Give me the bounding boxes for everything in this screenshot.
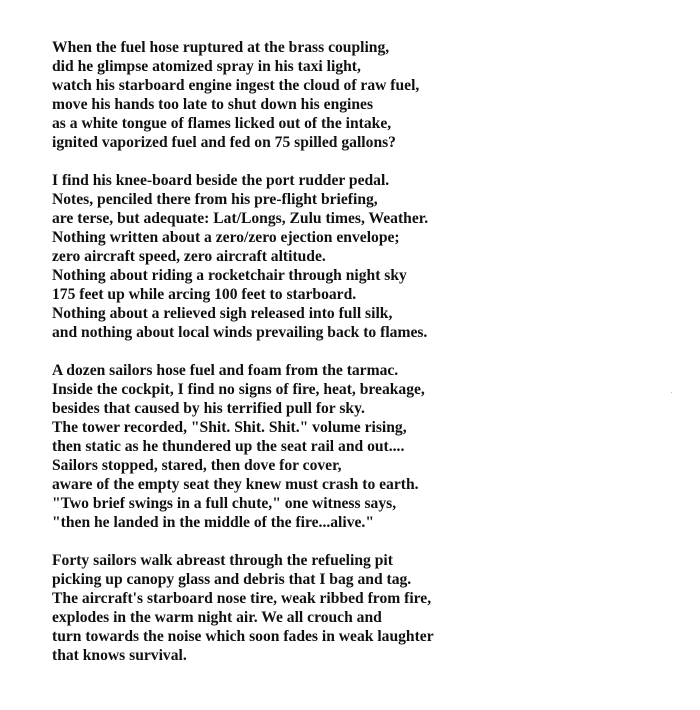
poem-line: Inside the cockpit, I find no signs of fire, heat, breakage, bbox=[52, 381, 425, 398]
poem-line: The aircraft's starboard nose tire, weak ribbed from fire, bbox=[52, 590, 432, 607]
poem-line: besides that caused by his terrified pull for sky. bbox=[52, 400, 365, 417]
poem-line: zero aircraft speed, zero aircraft altitude. bbox=[52, 248, 326, 265]
stanza-4 bbox=[52, 551, 672, 665]
poem-line: Nothing about a relieved sigh released into full silk, bbox=[52, 305, 393, 322]
poem-line: Nothing about riding a rocketchair through night sky bbox=[52, 267, 407, 284]
stanza-1 bbox=[52, 38, 672, 152]
poem-line: then static as he thundered up the seat rail and out.... bbox=[52, 438, 405, 455]
poem-line: Sailors stopped, stared, then dove for cover, bbox=[52, 457, 342, 474]
poem-line: and nothing about local winds prevailing back to flames. bbox=[52, 324, 428, 341]
poem-line: "then he landed in the middle of the fire...alive." bbox=[52, 514, 374, 531]
poem-line: as a white tongue of flames licked out of the intake, bbox=[52, 115, 392, 132]
poem-body bbox=[52, 38, 672, 684]
stanza-3 bbox=[52, 361, 672, 532]
poem-line: I find his knee-board beside the port rudder pedal. bbox=[52, 172, 390, 189]
poem-line: are terse, but adequate: Lat/Longs, Zulu times, Weather. bbox=[52, 210, 429, 227]
stanza-2 bbox=[52, 171, 672, 342]
poem-line: Forty sailors walk abreast through the refueling pit bbox=[52, 552, 393, 569]
poem-line: did he glimpse atomized spray in his taxi light, bbox=[52, 58, 361, 75]
poem-line: explodes in the warm night air. We all crouch and bbox=[52, 609, 382, 626]
poem-line: turn towards the noise which soon fades in weak laughter bbox=[52, 628, 434, 645]
poem-line: The tower recorded, "Shit. Shit. Shit." volume rising, bbox=[52, 419, 407, 436]
poem-line: A dozen sailors hose fuel and foam from the tarmac. bbox=[52, 362, 399, 379]
poem-line: that knows survival. bbox=[52, 647, 187, 664]
poem-line: ignited vaporized fuel and fed on 75 spilled gallons? bbox=[52, 134, 396, 151]
poem-line: watch his starboard engine ingest the cloud of raw fuel, bbox=[52, 77, 420, 94]
poem-line: When the fuel hose ruptured at the brass coupling, bbox=[52, 39, 390, 56]
poem-line: move his hands too late to shut down his engines bbox=[52, 96, 374, 113]
poem-line: picking up canopy glass and debris that I bag and tag. bbox=[52, 571, 412, 588]
poem-line: aware of the empty seat they knew must crash to earth. bbox=[52, 476, 419, 493]
scan-speck bbox=[671, 392, 672, 393]
poem-line: "Two brief swings in a full chute," one witness says, bbox=[52, 495, 397, 512]
poem-line: Notes, penciled there from his pre-flight briefing, bbox=[52, 191, 378, 208]
poem-line: 175 feet up while arcing 100 feet to starboard. bbox=[52, 286, 357, 303]
poem-line: Nothing written about a zero/zero ejection envelope; bbox=[52, 229, 400, 246]
